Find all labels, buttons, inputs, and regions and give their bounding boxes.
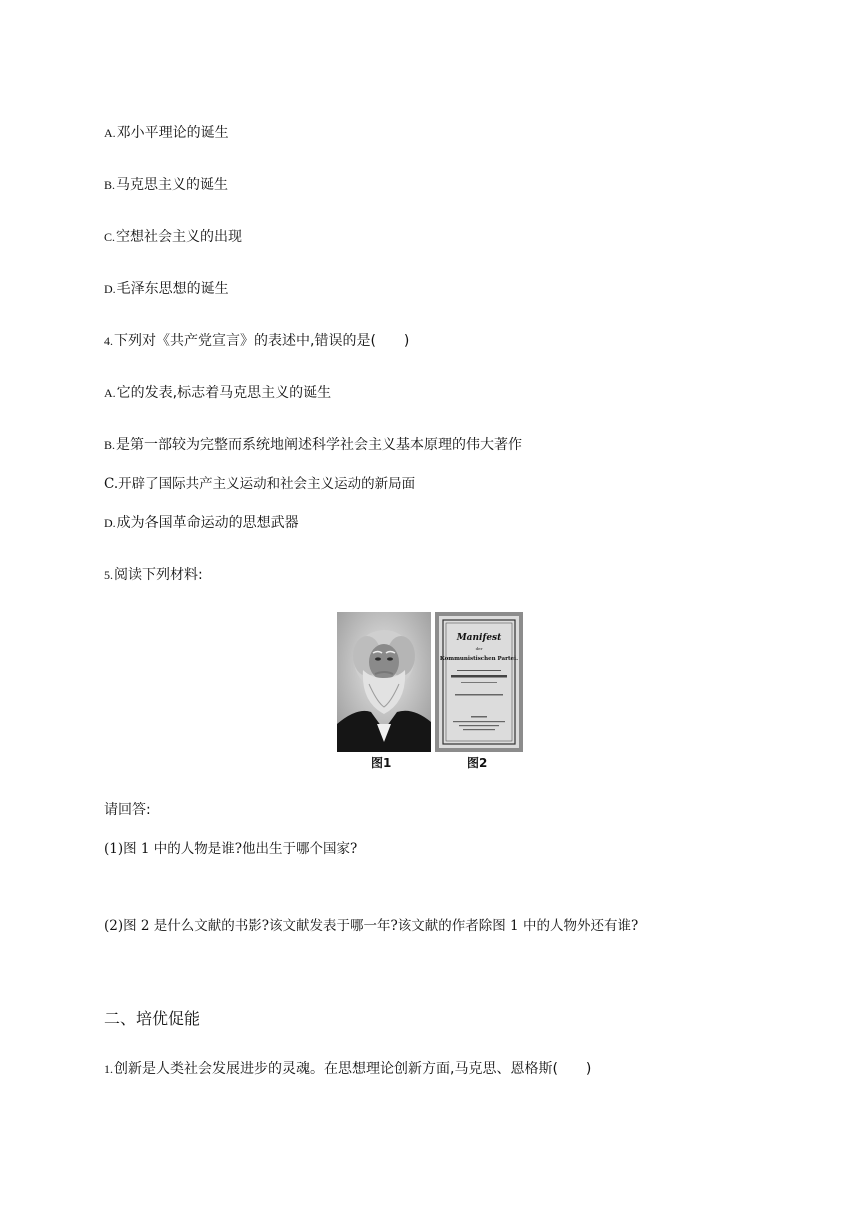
question-text: 创新是人类社会发展进步的灵魂。在思想理论创新方面,马克思、恩格斯( ) — [114, 1061, 592, 1077]
question-number: 1. — [104, 1062, 113, 1076]
option-text: 毛泽东思想的诞生 — [116, 281, 229, 297]
option-text: C.开辟了国际共产主义运动和社会主义运动的新局面 — [104, 476, 416, 492]
option-label: A. — [104, 386, 116, 400]
q4-option-b — [104, 434, 522, 454]
manifesto-cover-image — [435, 612, 523, 752]
figure — [337, 612, 523, 770]
q4-option-c — [104, 472, 415, 492]
option-d — [104, 278, 229, 298]
option-text: 马克思主义的诞生 — [116, 177, 229, 193]
option-label: B. — [104, 438, 116, 452]
question-number: 4. — [104, 334, 113, 348]
option-label: D. — [104, 282, 116, 296]
option-text: 它的发表,标志着马克思主义的诞生 — [116, 385, 332, 401]
sub-question-2: (2)图 2 是什么文献的书影?该文献发表于哪一年?该文献的作者除图 1 中的人物外还有谁? — [104, 918, 639, 934]
question-4-stem — [104, 330, 409, 350]
question-number: 5. — [104, 568, 113, 582]
q4-option-a — [104, 382, 331, 402]
figure-caption-1: 图1 — [371, 756, 392, 770]
q4-option-d — [104, 512, 299, 532]
section-title: 二、培优促能 — [104, 1009, 201, 1028]
option-text: 邓小平理论的诞生 — [116, 125, 229, 141]
option-b — [104, 174, 228, 194]
portrait-image — [337, 612, 431, 752]
sub-question-1: (1)图 1 中的人物是谁?他出生于哪个国家? — [104, 841, 358, 857]
question-text: 下列对《共产党宣言》的表述中,错误的是( ) — [114, 333, 410, 349]
option-text: 是第一部较为完整而系统地阐述科学社会主义基本原理的伟大著作 — [116, 437, 523, 453]
option-c — [104, 226, 242, 246]
section2-question-1 — [104, 1058, 591, 1078]
option-label: D. — [104, 516, 116, 530]
option-text: 成为各国革命运动的思想武器 — [116, 515, 299, 531]
figure-caption-2: 图2 — [467, 756, 488, 770]
option-text: 空想社会主义的出现 — [116, 229, 243, 245]
cover-title-der: der — [475, 646, 483, 651]
question-5-stem — [104, 564, 203, 584]
option-label: A. — [104, 126, 116, 140]
answer-prompt: 请回答: — [104, 802, 151, 818]
option-label: B. — [104, 178, 116, 192]
option-a — [104, 122, 229, 142]
option-label: C. — [104, 230, 116, 244]
cover-subtitle: Kommunistischen Partei. — [439, 656, 519, 662]
question-text: 阅读下列材料: — [114, 567, 203, 583]
cover-title: Manifest — [456, 633, 502, 643]
